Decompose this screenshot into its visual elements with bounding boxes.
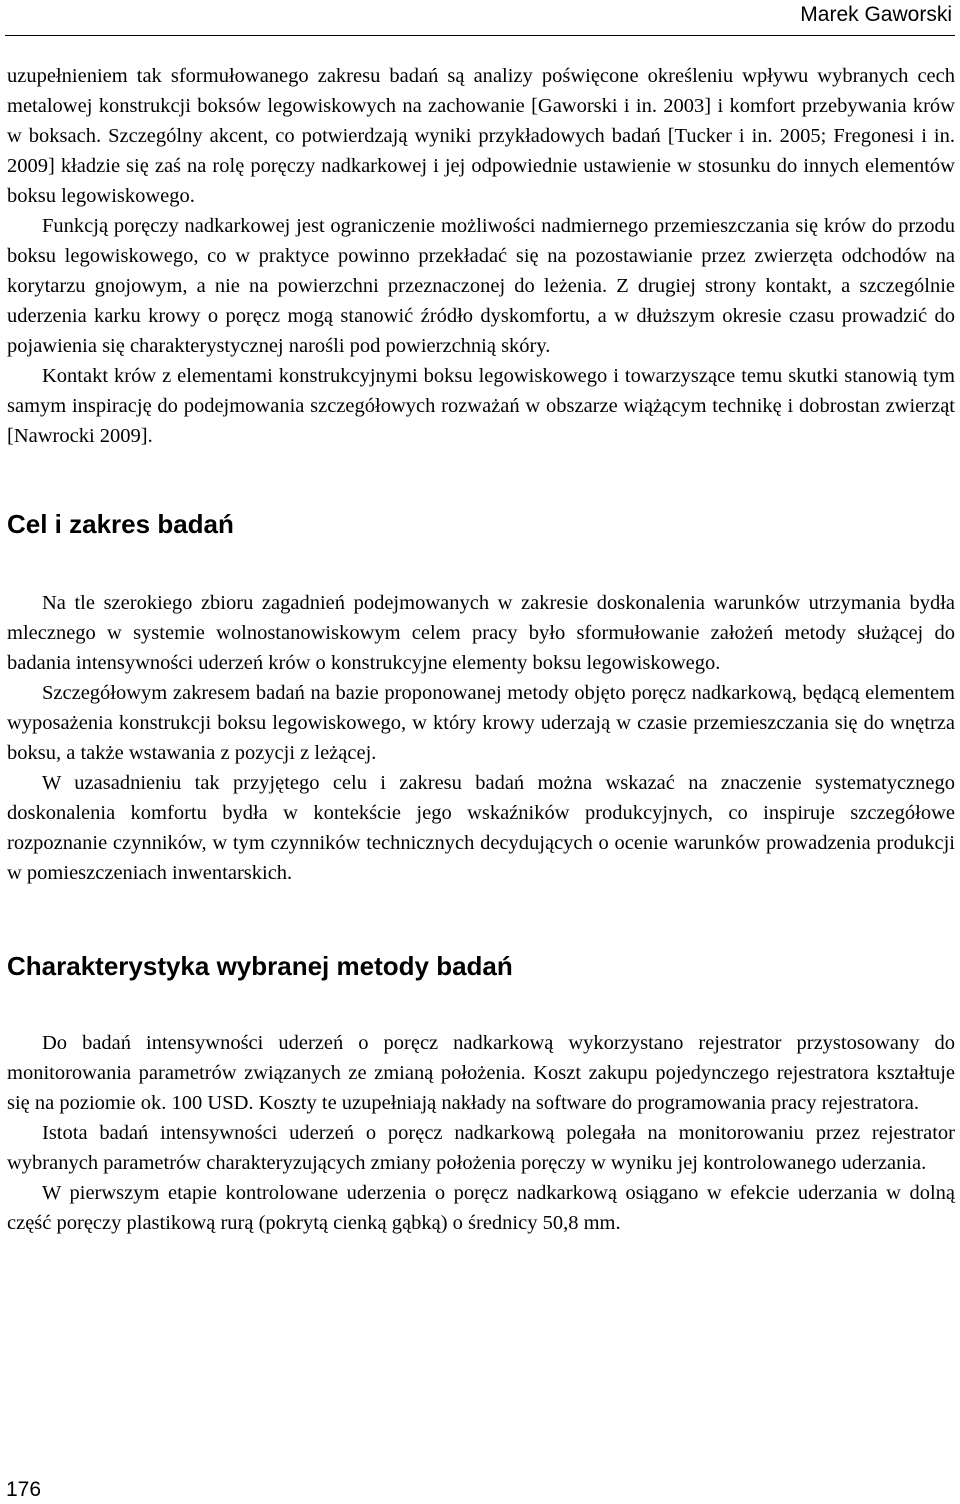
page-body: [7, 61, 955, 1238]
section-intro: [7, 61, 955, 451]
paragraph: Na tle szerokiego zbioru zagadnień podejmowanych w zakresie doskonalenia warunków utrzymania bydła mlecznego w systemie wolnostanowiskowym celem pracy było sformułowanie założeń metody służącej do badania intensywności uderzeń krów o konstrukcyjne elementy boksu legowiskowego.: [7, 592, 955, 674]
page-number: 176: [6, 1478, 42, 1501]
paragraph: uzupełnieniem tak sformułowanego zakresu badań są analizy poświęcone określeniu wpływu wybranych cech metalowej konstrukcji boksów legowiskowych na zachowanie [Gaworski i in. 2003] i komfort przebywania krów w boksach. Szczególny akcent, co potwierdzają wyniki przykładowych badań [Tucker i in. 2005; Fregonesi i in. 2009] kładzie się zaś na rolę poręczy nadkarkowej i jej odpowiednie ustawienie w stosunku do innych elementów boksu legowiskowego.: [7, 65, 955, 207]
paragraph: Funkcją poręczy nadkarkowej jest ograniczenie możliwości nadmiernego przemieszczania się krów do przodu boksu legowiskowego, co w praktyce powinno przekładać się na pozostawianie przez zwierzęta odchodów na korytarzu gnojowym, a nie na powierzchni przeznaczonej do leżenia. Z drugiej strony kontakt, a szczególnie uderzenia karku krowy o poręcz mogą stanowić źródło dyskomfortu, a w dłuższym okresie czasu prowadzić do pojawienia się charakterystycznej narośli pod powierzchnią skóry.: [7, 215, 955, 357]
section-method: [7, 888, 955, 1238]
running-header-author: Marek Gaworski: [800, 3, 952, 26]
paragraph: W uzasadnieniu tak przyjętego celu i zakresu badań można wskazać na znaczenie systematycznego doskonalenia komfortu bydła w kontekście jego wskaźników produkcyjnych, co inspiruje szczegółowe rozpoznanie czynników, w tym czynników technicznych decydujących o ocenie warunków prowadzenia produkcji w pomieszczeniach inwentarskich.: [7, 772, 955, 884]
header-rule: [5, 35, 955, 36]
paragraph: W pierwszym etapie kontrolowane uderzenia o poręcz nadkarkową osiągano w efekcie uderzania w dolną część poręczy plastikową rurą (pokrytą cienką gąbką) o średnicy 50,8 mm.: [7, 1182, 955, 1234]
section-heading: Charakterystyka wybranej metody badań: [7, 951, 513, 981]
paragraph: Istota badań intensywności uderzeń o poręcz nadkarkową polegała na monitorowaniu przez rejestrator wybranych parametrów charakteryzujących zmiany położenia poręczy w wyniku jej kontrolowanego uderzania.: [7, 1122, 955, 1174]
paragraph: Szczegółowym zakresem badań na bazie proponowanej metody objęto poręcz nadkarkową, będącą elementem wyposażenia konstrukcji boksu legowiskowego, w który krowy uderzają w czasie przemieszczania się do wnętrza boksu, a także wstawania z pozycji z leżącej.: [7, 682, 955, 764]
section-heading: Cel i zakres badań: [7, 509, 234, 539]
paragraph: Kontakt krów z elementami konstrukcyjnymi boksu legowiskowego i towarzyszące temu skutki stanowią tym samym inspirację do podejmowania szczegółowych rozważań w obszarze wiążącym technikę i dobrostan zwierząt [Nawrocki 2009].: [7, 365, 955, 447]
paragraph: Do badań intensywności uderzeń o poręcz nadkarkową wykorzystano rejestrator przystosowany do monitorowania parametrów związanych ze zmianą położenia. Koszt zakupu pojedynczego rejestratora kształtuje się na poziomie ok. 100 USD. Koszty te uzupełniają nakłady na software do programowania pracy rejestratora.: [7, 1032, 955, 1114]
section-aim: [7, 451, 955, 888]
